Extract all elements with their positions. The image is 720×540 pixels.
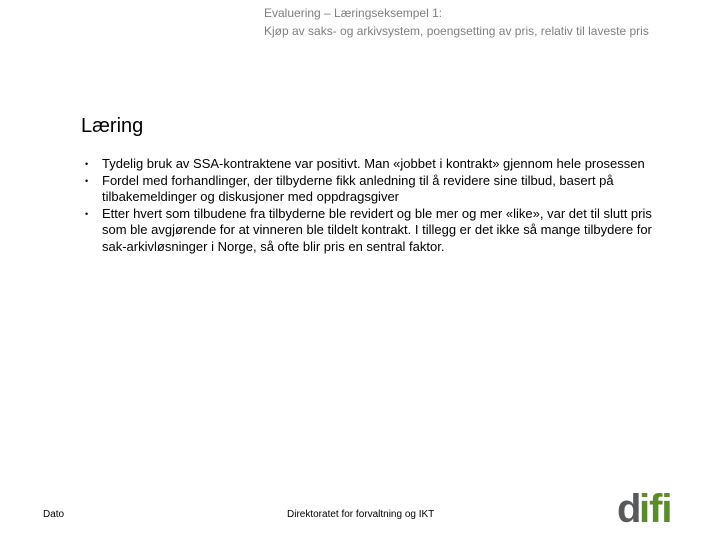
header-line-1: Evaluering – Læringseksempel 1: <box>264 6 443 20</box>
logo-letter-d: d <box>617 489 642 525</box>
section-title: Læring <box>81 115 144 137</box>
footer-date: Dato <box>43 509 65 520</box>
bullet-list <box>85 156 670 256</box>
bullet-item <box>85 206 670 256</box>
bullet-text: Etter hvert som tilbudene fra tilbyderne ble revidert og ble mer og mer «like», var det til slutt pris som ble avgjørende for at vinneren ble tildelt kontrakt. I tillegg er det ikke så mange tilbydere for sak-arkivløsninger i Norge, så ofte blir pris en sentral faktor. <box>102 205 652 254</box>
header-line-2: Kjøp av saks- og arkivsystem, poengsetting av pris, relativ til laveste pris <box>264 24 649 38</box>
footer-organization: Direktoratet for forvaltning og IKT <box>287 509 435 520</box>
slide-header <box>264 4 649 40</box>
bullet-icon: • <box>85 159 89 169</box>
bullet-item <box>85 156 670 173</box>
bullet-icon: • <box>85 208 89 219</box>
bullet-icon: • <box>85 175 89 186</box>
difi-logo <box>617 489 687 525</box>
bullet-text: Tydelig bruk av SSA-kontraktene var positivt. Man «jobbet i kontrakt» gjennom hele prosessen <box>102 156 645 171</box>
bullet-text: Fordel med forhandlinger, der tilbyderne fikk anledning til å revidere sine tilbud, basert på tilbakemeldinger og diskusjoner med oppdragsgiver <box>102 172 614 205</box>
logo-letters-ifi: ifi <box>639 489 672 525</box>
bullet-item <box>85 173 670 206</box>
